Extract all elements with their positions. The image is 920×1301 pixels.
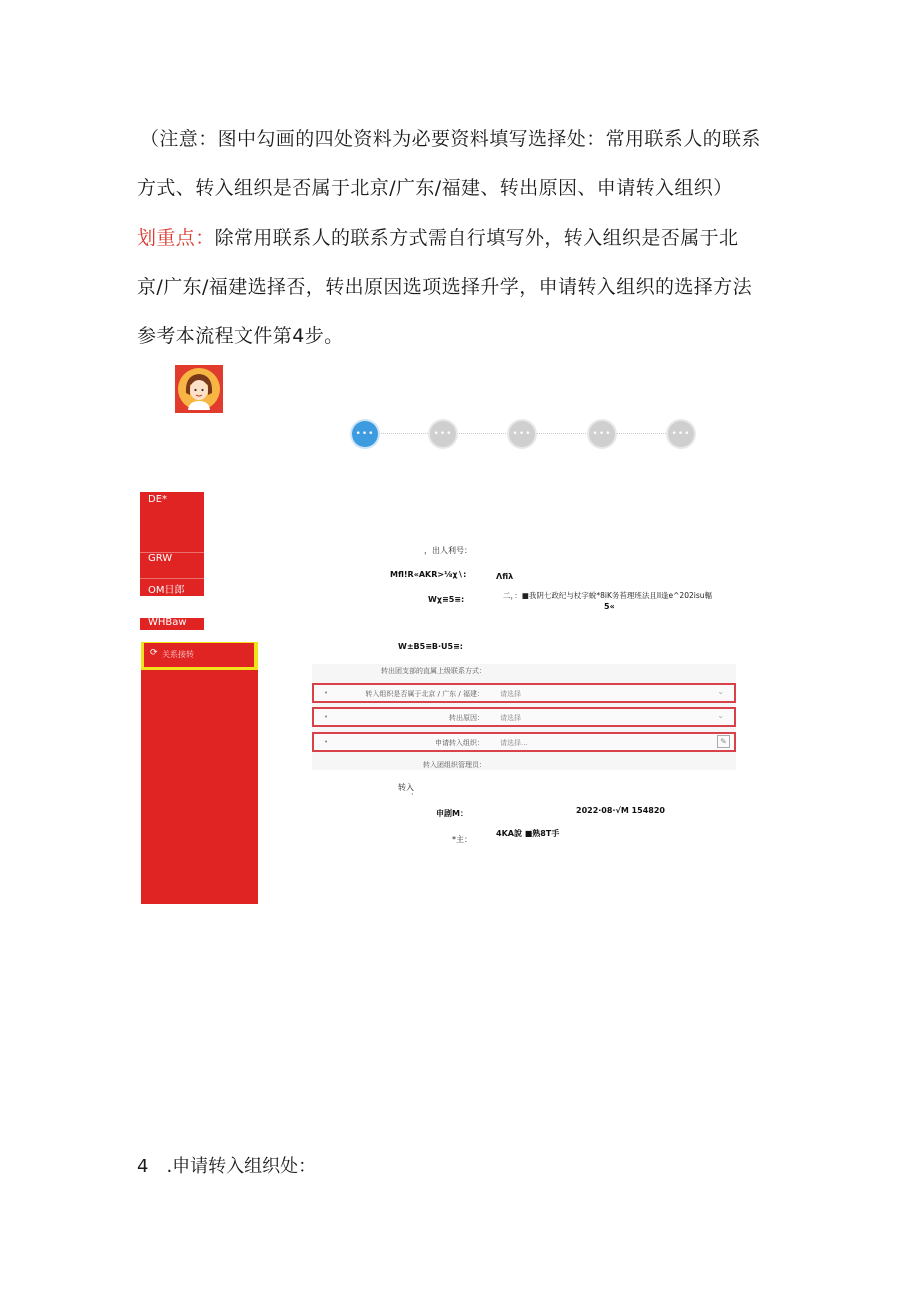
info-field2-value: Λfiλ (496, 572, 514, 581)
step-1[interactable]: ••• (352, 421, 378, 447)
required-mark: • (324, 713, 329, 721)
sidebar-divider (140, 578, 204, 579)
step-3[interactable]: ••• (509, 421, 535, 447)
form-label-admin: 转入团组织管理员： (423, 761, 486, 769)
avatar-icon (175, 365, 223, 413)
info-field1-label: ，出人利号： (424, 546, 472, 555)
info-field2-label: Mfl!R«AKR>⅛χ∖: (390, 570, 467, 579)
form-row-region-select[interactable] (312, 683, 736, 703)
emphasis-line-3: 参考本流程文件第4步。 (137, 325, 344, 347)
info-field4-label: W±B5≡B·U5≡: (398, 642, 463, 651)
chevron-down-icon: ⌄ (717, 711, 724, 720)
sidebar-panel (141, 642, 258, 904)
info-field3-label: Wχ≡5≡: (428, 595, 465, 604)
form-row-admin (312, 756, 736, 776)
transfer-icon: ⟳ (150, 648, 158, 658)
info-field3-value-1: 二，：■我阴七政纪与杖字蛻*8iK务苔理班法且ll逢e^202isu輻 (503, 591, 712, 600)
avatar (175, 365, 223, 413)
edit-icon[interactable]: ✎ (717, 735, 730, 748)
form-row-target-org[interactable] (312, 732, 736, 752)
required-mark: • (324, 738, 329, 746)
footer-value-2: 2022·08·√M 154820 (576, 806, 665, 815)
step-2[interactable]: ••• (430, 421, 456, 447)
sidebar-active-item[interactable] (141, 642, 258, 670)
footer-label-1: 转入 (398, 783, 414, 792)
required-mark: • (324, 689, 329, 697)
emphasis-text-1: 除常用联系人的联系方式需自行填写外，转入组织是否属于北 (214, 227, 739, 249)
region-select-value[interactable]: 请选择 (500, 690, 521, 698)
step-5[interactable]: ••• (668, 421, 694, 447)
form-row-reason-select[interactable] (312, 707, 736, 727)
footer-mark: · (411, 790, 414, 799)
chevron-down-icon: ⌄ (717, 687, 724, 696)
sidebar-item-3[interactable]: OM日郎 (148, 585, 185, 596)
footer-label-2: 申剧M： (436, 809, 468, 818)
step-4[interactable]: ••• (589, 421, 615, 447)
step4-heading: 4 .申请转入组织处： (137, 1156, 317, 1177)
sidebar-item-1[interactable]: DE* (148, 494, 168, 505)
footer-value-3: 4KA說 ■熟8T手 (496, 829, 560, 838)
sidebar-item-2[interactable]: GRW (148, 553, 173, 564)
form-label-contact: 转出团支部的直属上级联系方式： (381, 667, 486, 675)
target-org-value[interactable]: 请选择... (500, 739, 528, 747)
form-label-target-org: 申请转入组织： (435, 739, 484, 747)
sidebar-active-label: 关系接转 (162, 650, 194, 659)
sidebar-menu (140, 492, 204, 596)
form-row-contact (312, 662, 736, 682)
footer-label-3: *主： (452, 835, 472, 844)
emphasis-line-1 (137, 226, 738, 250)
emphasis-line-2: 京/广东/福建选择否，转出原因选项选择升学，申请转入组织的选择方法 (137, 276, 753, 298)
note-line-2: 方式、转入组织是否属于北京/广东/福建、转出原因、申请转入组织） (137, 177, 733, 199)
form-label-reason: 转出原因： (449, 714, 484, 722)
info-field3-value-2: 5« (604, 602, 615, 611)
sidebar-item-4-wrap (140, 618, 204, 630)
emphasis-label: 划重点： (137, 227, 215, 249)
form-label-region: 转入组织是否属于北京 / 广东 / 福建： (365, 690, 484, 698)
sidebar-item-4[interactable]: WHBaw (148, 617, 187, 628)
note-line-1: （注意：图中勾画的四处资料为必要资料填写选择处：常用联系人的联系 (140, 128, 761, 150)
reason-select-value[interactable]: 请选择 (500, 714, 521, 722)
